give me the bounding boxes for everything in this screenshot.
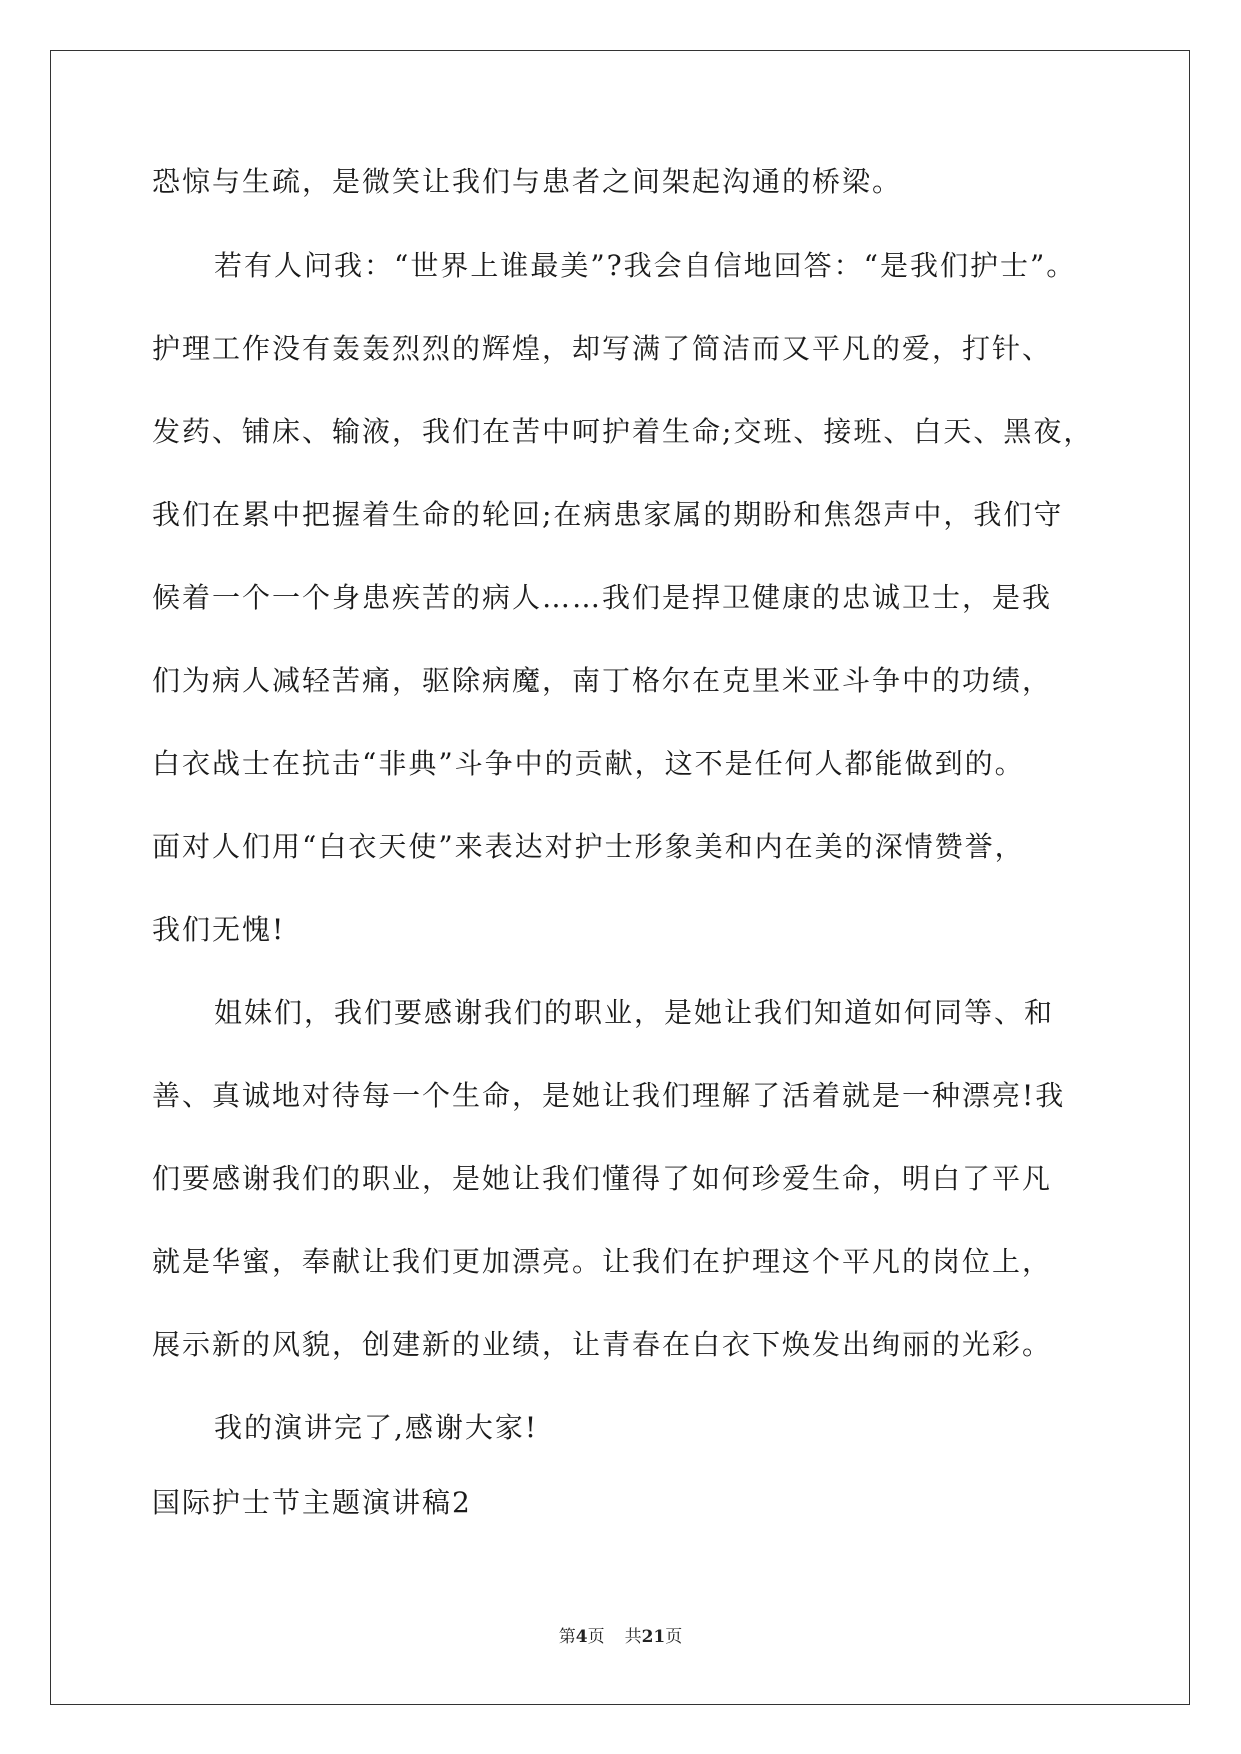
text-line: 我们无愧! xyxy=(152,913,286,946)
text-line: 展示新的风貌，创建新的业绩，让青春在白衣下焕发出绚丽的光彩。 xyxy=(152,1328,1053,1361)
text-line: 我们在累中把握着生命的轮回;在病患家属的期盼和焦怨声中，我们守 xyxy=(152,498,1064,531)
text-line: 们为病人减轻苦痛，驱除病魔，南丁格尔在克里米亚斗争中的功绩， xyxy=(152,664,1053,697)
text-line: 发药、铺床、输液，我们在苦中呵护着生命;交班、接班、白天、黑夜， xyxy=(152,415,1094,448)
total-pages: 21 xyxy=(641,1627,666,1647)
text-line: 善、真诚地对待每一个生命，是她让我们理解了活着就是一种漂亮!我 xyxy=(152,1079,1066,1112)
page-border xyxy=(50,50,1190,1705)
text-line: 们要感谢我们的职业，是她让我们懂得了如何珍爱生命，明白了平凡 xyxy=(152,1162,1053,1195)
page-footer xyxy=(0,1626,1241,1648)
text-line: 恐惊与生疏，是微笑让我们与患者之间架起沟通的桥梁。 xyxy=(152,165,903,198)
closing-line: 我的演讲完了,感谢大家! xyxy=(214,1411,539,1444)
text-line: 就是华蜜，奉献让我们更加漂亮。让我们在护理这个平凡的岗位上， xyxy=(152,1245,1053,1278)
text-line: 面对人们用“白衣天使”来表达对护士形象美和内在美的深情赞誉， xyxy=(152,830,1025,863)
page-suffix: 页 xyxy=(587,1627,605,1647)
text-line: 候着一个一个身患疾苦的病人……我们是捍卫健康的忠诚卫士，是我 xyxy=(152,581,1053,614)
total-suffix: 页 xyxy=(665,1627,683,1647)
section-heading: 国际护士节主题演讲稿2 xyxy=(152,1486,472,1519)
total-prefix: 共 xyxy=(624,1627,642,1647)
text-line: 护理工作没有轰轰烈烈的辉煌，却写满了简洁而又平凡的爱，打针、 xyxy=(152,332,1053,365)
paragraph-start-line: 姐妹们，我们要感谢我们的职业，是她让我们知道如何同等、和 xyxy=(214,996,1055,1029)
page-prefix: 第 xyxy=(558,1627,576,1647)
page-number: 4 xyxy=(575,1627,588,1647)
paragraph-start-line: 若有人问我：“世界上谁最美”?我会自信地回答：“是我们护士”。 xyxy=(214,249,1077,282)
text-line: 白衣战士在抗击“非典”斗争中的贡献，这不是任何人都能做到的。 xyxy=(152,747,1025,780)
